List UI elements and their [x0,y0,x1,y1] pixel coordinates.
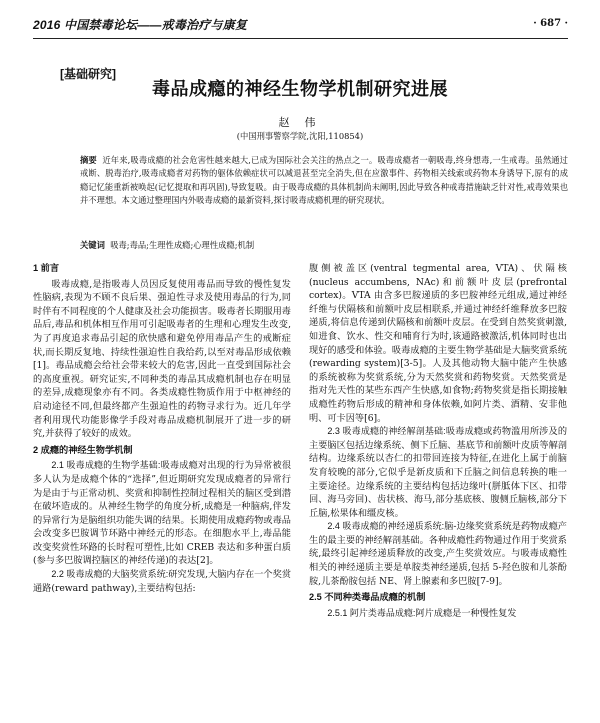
paragraph-2-2-continued: 腹侧被盖区(ventral tegmental area, VTA)、伏隔核(nucleus accumbens, NAc)和前额叶皮层(prefrontal cortex)。VTA 由含多巴胺递质的多巴胺神经元组成,通过神经纤维与伏隔核和前额叶皮层相联系,并通过神经纤维释放多巴胺递质,将信息传递到伏隔核和前额叶皮层。在受到自然奖赏刺激,如进食、饮水、性交和哺育行为时,该通路被激活,机体同时也出现好的感受和体验。吸毒成瘾的主要生物学基础是大脑奖赏系统(rewarding system)[3-5]。人及其他动物大脑中能产生快感的系统被称为奖赏系统,分为天然奖赏和药物奖赏。天然奖赏是指对先天性的某些东西产生快感,如食物;药物奖赏是指长期接触成瘾性药物后形成的精神和身体依赖,如阿片类、酒精、安非他明、可卡因等[6]。 [309,263,567,424]
section-tag: [基础研究] [60,67,116,81]
keywords-label: 关键词 [80,240,105,250]
text-2-3: 吸毒成瘾或药物滥用所涉及的主要脑区包括边缘系统、侧下丘脑、基底节和前额叶皮质等解剖结构。边缘系统以杏仁的扣带回连接为特征,在进化上属于前脑发育较晚的部分,它似乎是新皮质和下丘脑之间信息转换的唯一主要途径。边缘系统的主要结构包括边缘叶(胼胝体下区、扣带回、海马旁回)、齿状核、海马,部分基底核、腹侧丘脑核,部分下丘脑,松果体和缰皮核。 [309,426,568,519]
heading-2-5: 2.5 不同种类毒品成瘾的机制 [309,592,426,603]
abstract-text: 近年来,吸毒成瘾的社会危害性越来越大,已成为国际社会关注的热点之一。吸毒成瘾者一朝吸毒,终身想毒,一生戒毒。虽然通过戒断、脱毒治疗,吸毒成瘾者对药物的躯体依赖症状可以减退甚至完全消失,但在应激事件、药物相关线索或药物本身诱导下,原有的成瘾记忆能重新被唤起(记忆提取和再巩固),导致复吸。由于吸毒成瘾的具体机制尚未阐明,因此导致各种戒毒措施缺乏针对性,戒毒效果也并不理想。本文通过整理国内外吸毒成瘾的最新资料,探讨吸毒成瘾机理的研究现状。 [80,155,568,205]
journal-title: 2016 中国禁毒论坛——戒毒治疗与康复 [33,18,248,32]
left-column [33,262,291,595]
keywords [80,239,568,252]
paragraph-2-1 [33,459,291,568]
page-number: · 687 · [533,18,568,29]
article-title: 毒品成瘾的神经生物学机制研究进展 [152,79,448,100]
heading-mechanism: 2 成瘾的神经生物学机制 [33,444,133,455]
affiliation: (中国刑事警察学院,沈阳,110854) [236,131,364,141]
running-header [33,16,568,39]
author: 赵 伟 [278,117,322,129]
abstract [80,154,568,207]
right-column [309,262,567,620]
text-2-4: 脑-边缘奖赏系统是药物成瘾产生的最主要的神经解剖基础。各种成瘾性药物通过作用于奖赏系统,最终引起神经递质释放的改变,产生奖赏效应。与吸毒成瘾性相关的神经递质主要是单胺类神经递质,包括 5-羟色胺和儿茶酚胺,儿茶酚胺包括 NE、肾上腺素和多巴胺[7-9]。 [309,521,567,587]
subheading-2-3: 2.3 吸毒成瘾的神经解剖基础: [327,426,446,437]
abstract-label: 摘要 [80,155,97,165]
keywords-text: 吸毒;毒品;生理性成瘾;心理性成瘾;机制 [110,240,255,250]
paragraph-2-4 [309,520,567,588]
subheading-2-4: 2.4 吸毒成瘾的神经递质系统: [327,521,445,532]
text-2-2: 研究发现,大脑内存在一个奖赏通路(reward pathway),主要结构包括: [33,569,292,594]
paragraph-2-2 [33,568,291,595]
subheading-2-5-1: 2.5.1 阿片类毒品成瘾: [327,607,416,618]
paragraph-introduction: 吸毒成瘾,是指吸毒人员因反复使用毒品而导致的慢性复发性脑病,表现为不顾不良后果、强迫性寻求及使用毒品的行为,同时伴有不同程度的个人健康及社会功能损害。吸毒者长期服用毒品后,毒品和机体相互作用可引起吸毒者的生理和心理发生改变,为了再度追求毒品引起的欣快感和避免停用毒品产生的戒断症状,而长期反复地、持续性强迫性自我给药,以至对毒品形成依赖[1]。毒品成瘾会给社会带来较大的危害,因此一直受到国际社会的高度重视。研究证实,不同种类的毒品其成瘾机制也存在明显的差异,成瘾现象亦有不同。各类成瘾性物质作用于中枢神经的启动途径不同,但最终都产生强迫性的药物寻求行为。近几年学者利用现代功能影像学手段对毒品成瘾机制展开了进一步的研究,并获得了较好的成效。 [33,278,291,440]
subheading-2-1: 2.1 吸毒成瘾的生物学基础: [51,460,161,471]
text-2-1: 吸毒成瘾对出现的行为异常被很多人认为是成瘾个体的“选择”,但近期研究发现成瘾者的异常行为是由于与正常动机、奖赏和抑制性控制过程相关的脑区受到潜在破坏造成的。从神经生物学的角度分析,成瘾是一种脑病,伴发的异常行为是脑组织功能失调的结果。长期使用成瘾药物或毒品会改变多巴胺调节环路中神经元的形态。在细胞水平上,毒品能改变奖赏性环路的长时程可塑性,比如 CREB 表达和多种蛋白质(参与多巴胺调控脑区的神经传递)的表达[2]。 [33,460,292,567]
text-2-5-1: 阿片成瘾是一种慢性复发 [415,607,517,619]
heading-introduction: 1 前言 [33,263,60,273]
subheading-2-2: 2.2 吸毒成瘾的大脑奖赏系统: [51,569,169,580]
paragraph-2-5-1 [309,607,567,621]
paragraph-2-3 [309,425,567,520]
